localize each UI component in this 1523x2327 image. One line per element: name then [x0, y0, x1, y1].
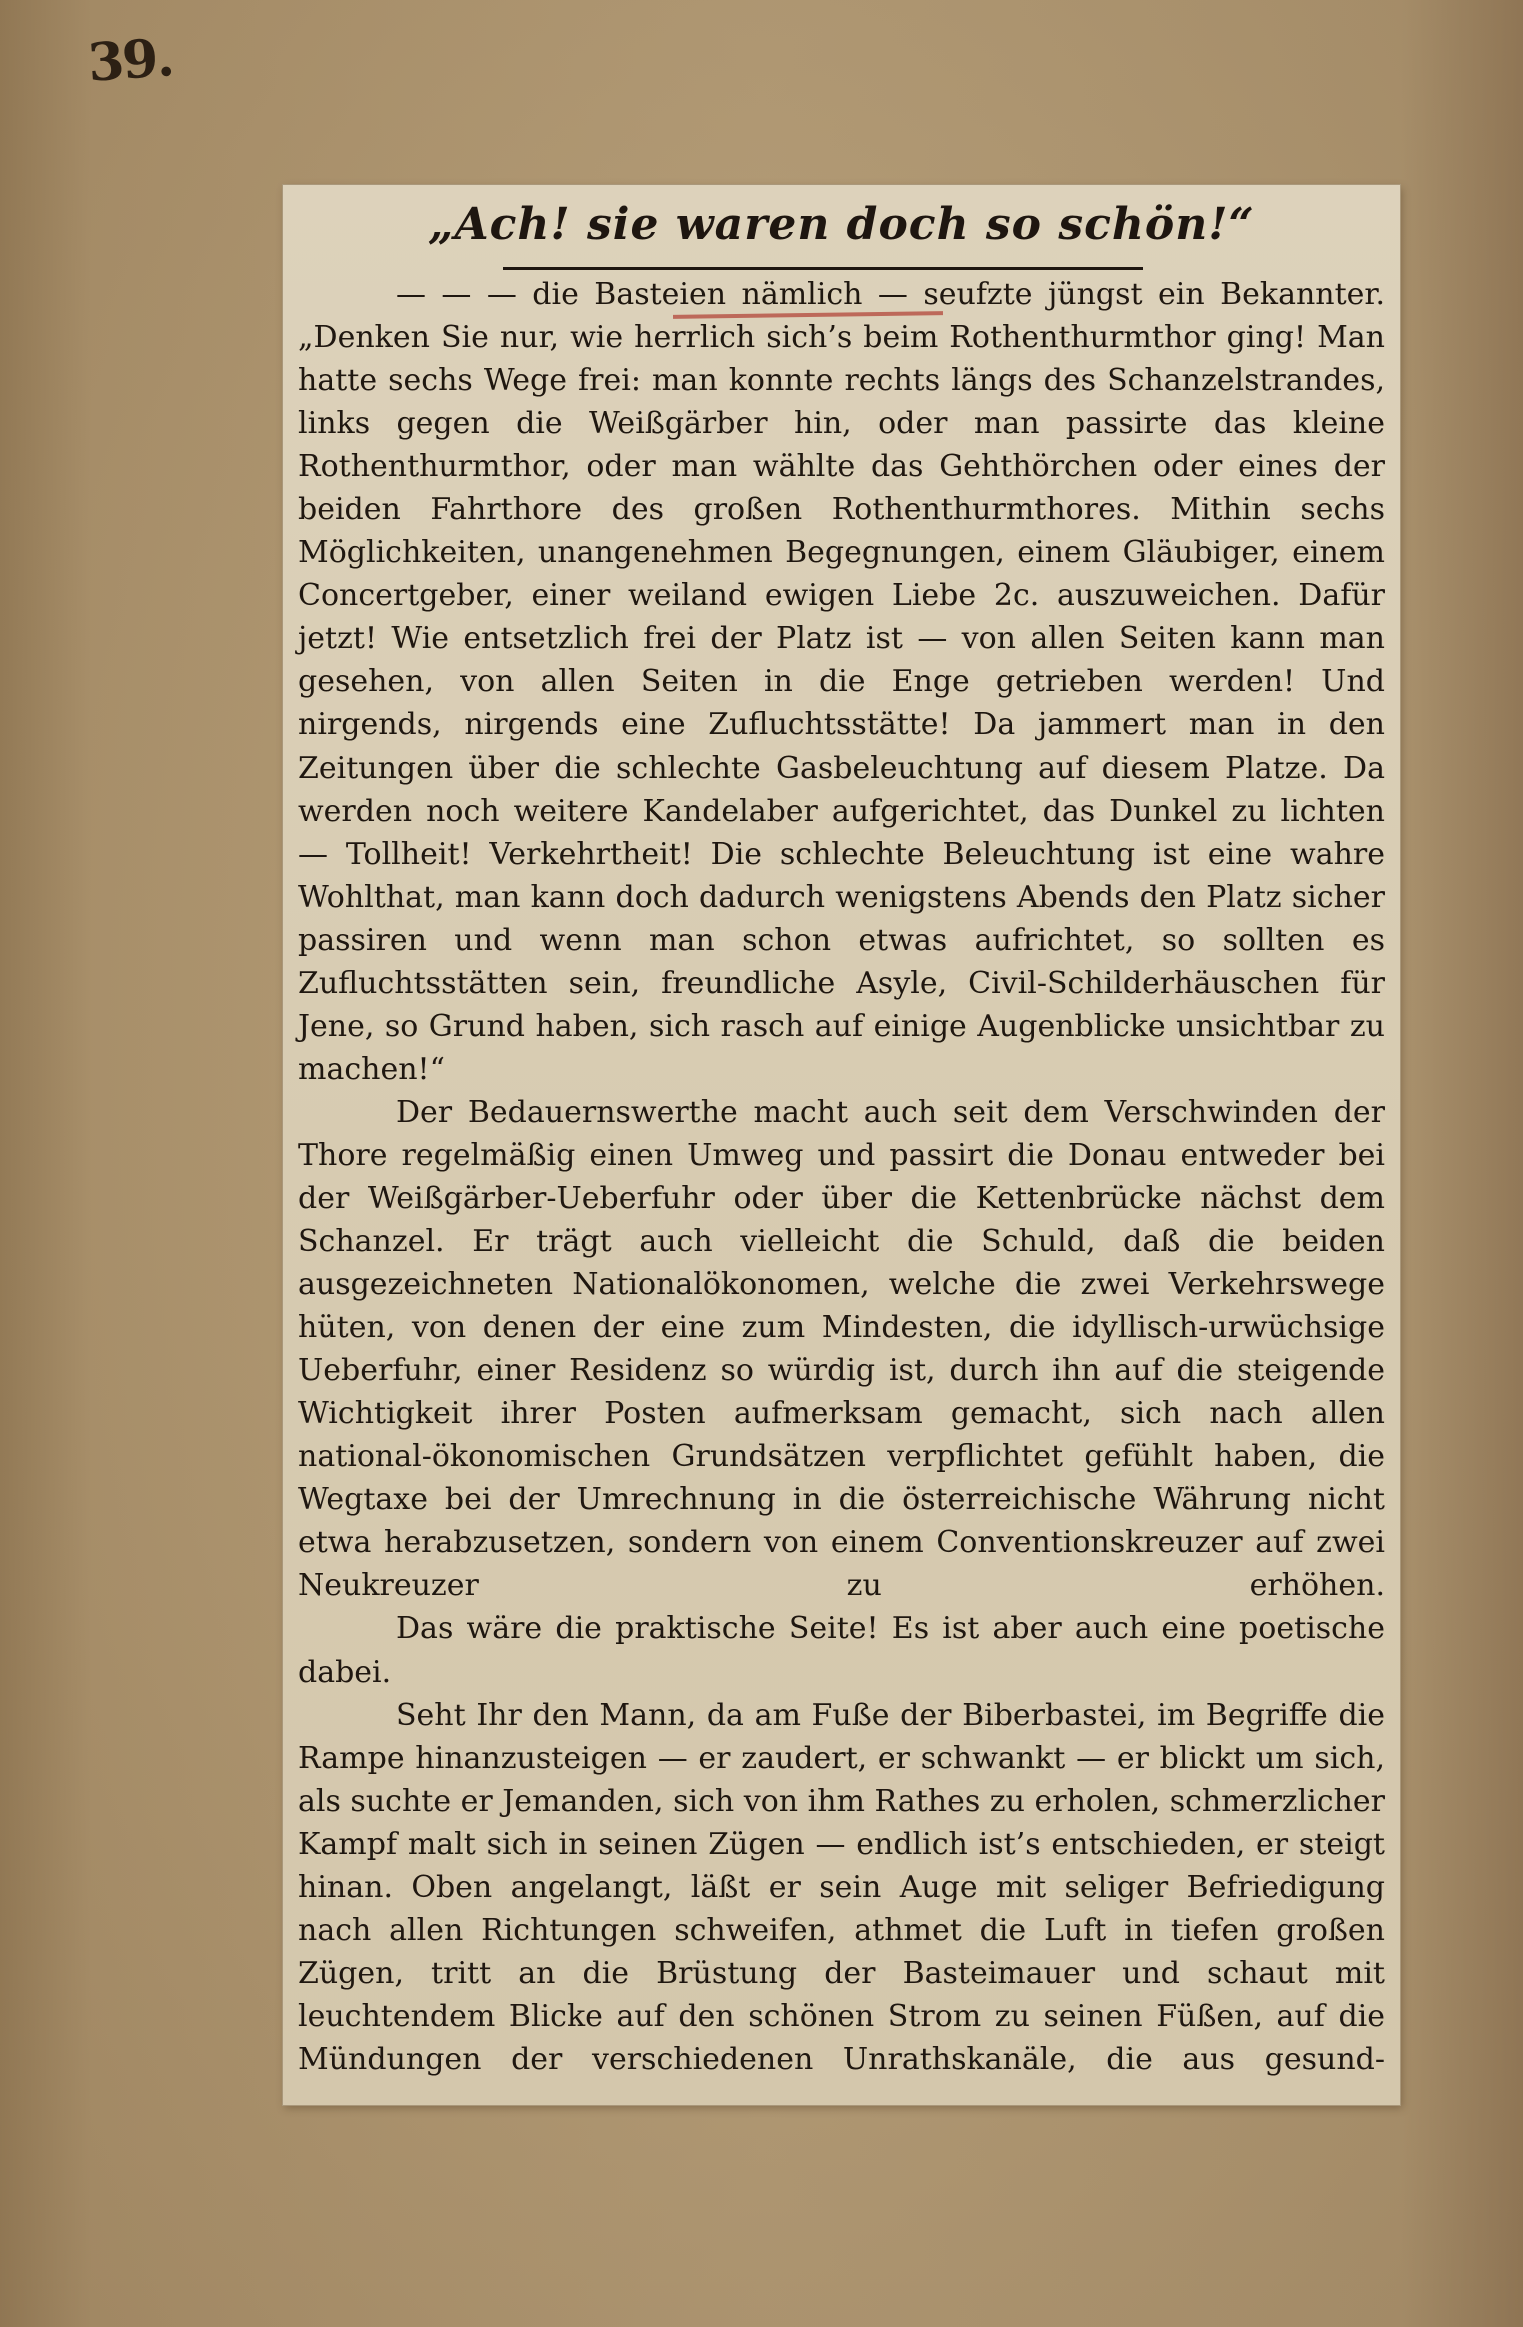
article-body	[298, 273, 1385, 2081]
paragraph-2: Der Bedauernswerthe macht auch seit dem Verschwinden der Thore regelmäßig einen Umweg und passirt die Donau entweder bei der Weißgärber-Ueberfuhr oder über die Kettenbrücke nächst dem Schanzel. Er trägt auch vielleicht die Schuld, daß die beiden ausgezeichneten Nationalökonomen, welche die zwei Verkehrswege hüten, von denen der eine zum Mindesten, die idyllisch-urwüchsige Ueberfuhr, einer Residenz so würdig ist, durch ihn auf die steigende Wichtigkeit ihrer Posten aufmerksam gemacht, sich nach allen national-ökonomischen Grundsätzen verpflichtet gefühlt haben, die Wegtaxe bei der Umrechnung in die österreichische Währung nicht etwa herabzusetzen, sondern von einem Conventionskreuzer auf zwei Neukreuzer zu erhöhen.	[298, 1094, 1385, 1604]
paragraph-3: Das wäre die praktische Seite! Es ist aber auch eine poetische dabei.	[298, 1611, 1385, 1690]
paragraph-4: Seht Ihr den Mann, da am Fuße der Biberbastei, im Begriffe die Rampe hinanzusteigen — er zaudert, er schwankt — er blickt um sich, als suchte er Jemanden, sich von ihm Rathes zu erholen, schmerzlicher Kampf malt sich in seinen Zügen — endlich ist’s entschieden, er steigt hinan. Oben angelangt, läßt er sein Auge mit seliger Befriedigung nach allen Richtungen schweifen, athmet die Luft in tiefen großen Zügen, tritt an die Brüstung der Basteimauer und schaut mit leuchtendem Blicke auf den schönen Strom zu seinen Füßen, auf die Mündungen der verschiedenen Unrathskanäle, die aus gesund-	[298, 1697, 1385, 2077]
paragraph-1: — — — die Basteien nämlich — seufzte jüngst ein Bekannter. „Denken Sie nur, wie herrlich sich’s beim Rothenthurmthor ging! Man hatte sechs Wege frei: man konnte rechts längs des Schanzelstrandes, links gegen die Weißgärber hin, oder man passirte das kleine Rothenthurmthor, oder man wählte das Gehthörchen oder eines der beiden Fahrthore des großen Rothenthurmthores. Mithin sechs Möglichkeiten, unangenehmen Begegnungen, einem Gläubiger, einem Concertgeber, einer weiland ewigen Liebe 2c. auszuweichen. Dafür jetzt! Wie entsetzlich frei der Platz ist — von allen Seiten kann man gesehen, von allen Seiten in die Enge getrieben werden! Und nirgends, nirgends eine Zufluchtsstätte! Da jammert man in den Zeitungen über die schlechte Gasbeleuchtung auf diesem Platze. Da werden noch weitere Kandelaber aufgerichtet, das Dunkel zu lichten — Tollheit! Verkehrtheit! Die schlechte Beleuchtung ist eine wahre Wohlthat, man kann doch dadurch wenigstens Abends den Platz sicher passiren und wenn man schon etwas aufrichtet, so sollten es Zufluchtsstätten sein, freundliche Asyle, Civil-Schilderhäuschen für Jene, so Grund haben, sich rasch auf einige Augenblicke unsichtbar zu machen!“	[298, 277, 1385, 1087]
newspaper-clipping	[283, 185, 1400, 2105]
article-title: „Ach! sie waren doch so schön!“	[428, 199, 1255, 250]
page-number: 39.	[85, 27, 175, 94]
title-rule	[503, 267, 1143, 270]
